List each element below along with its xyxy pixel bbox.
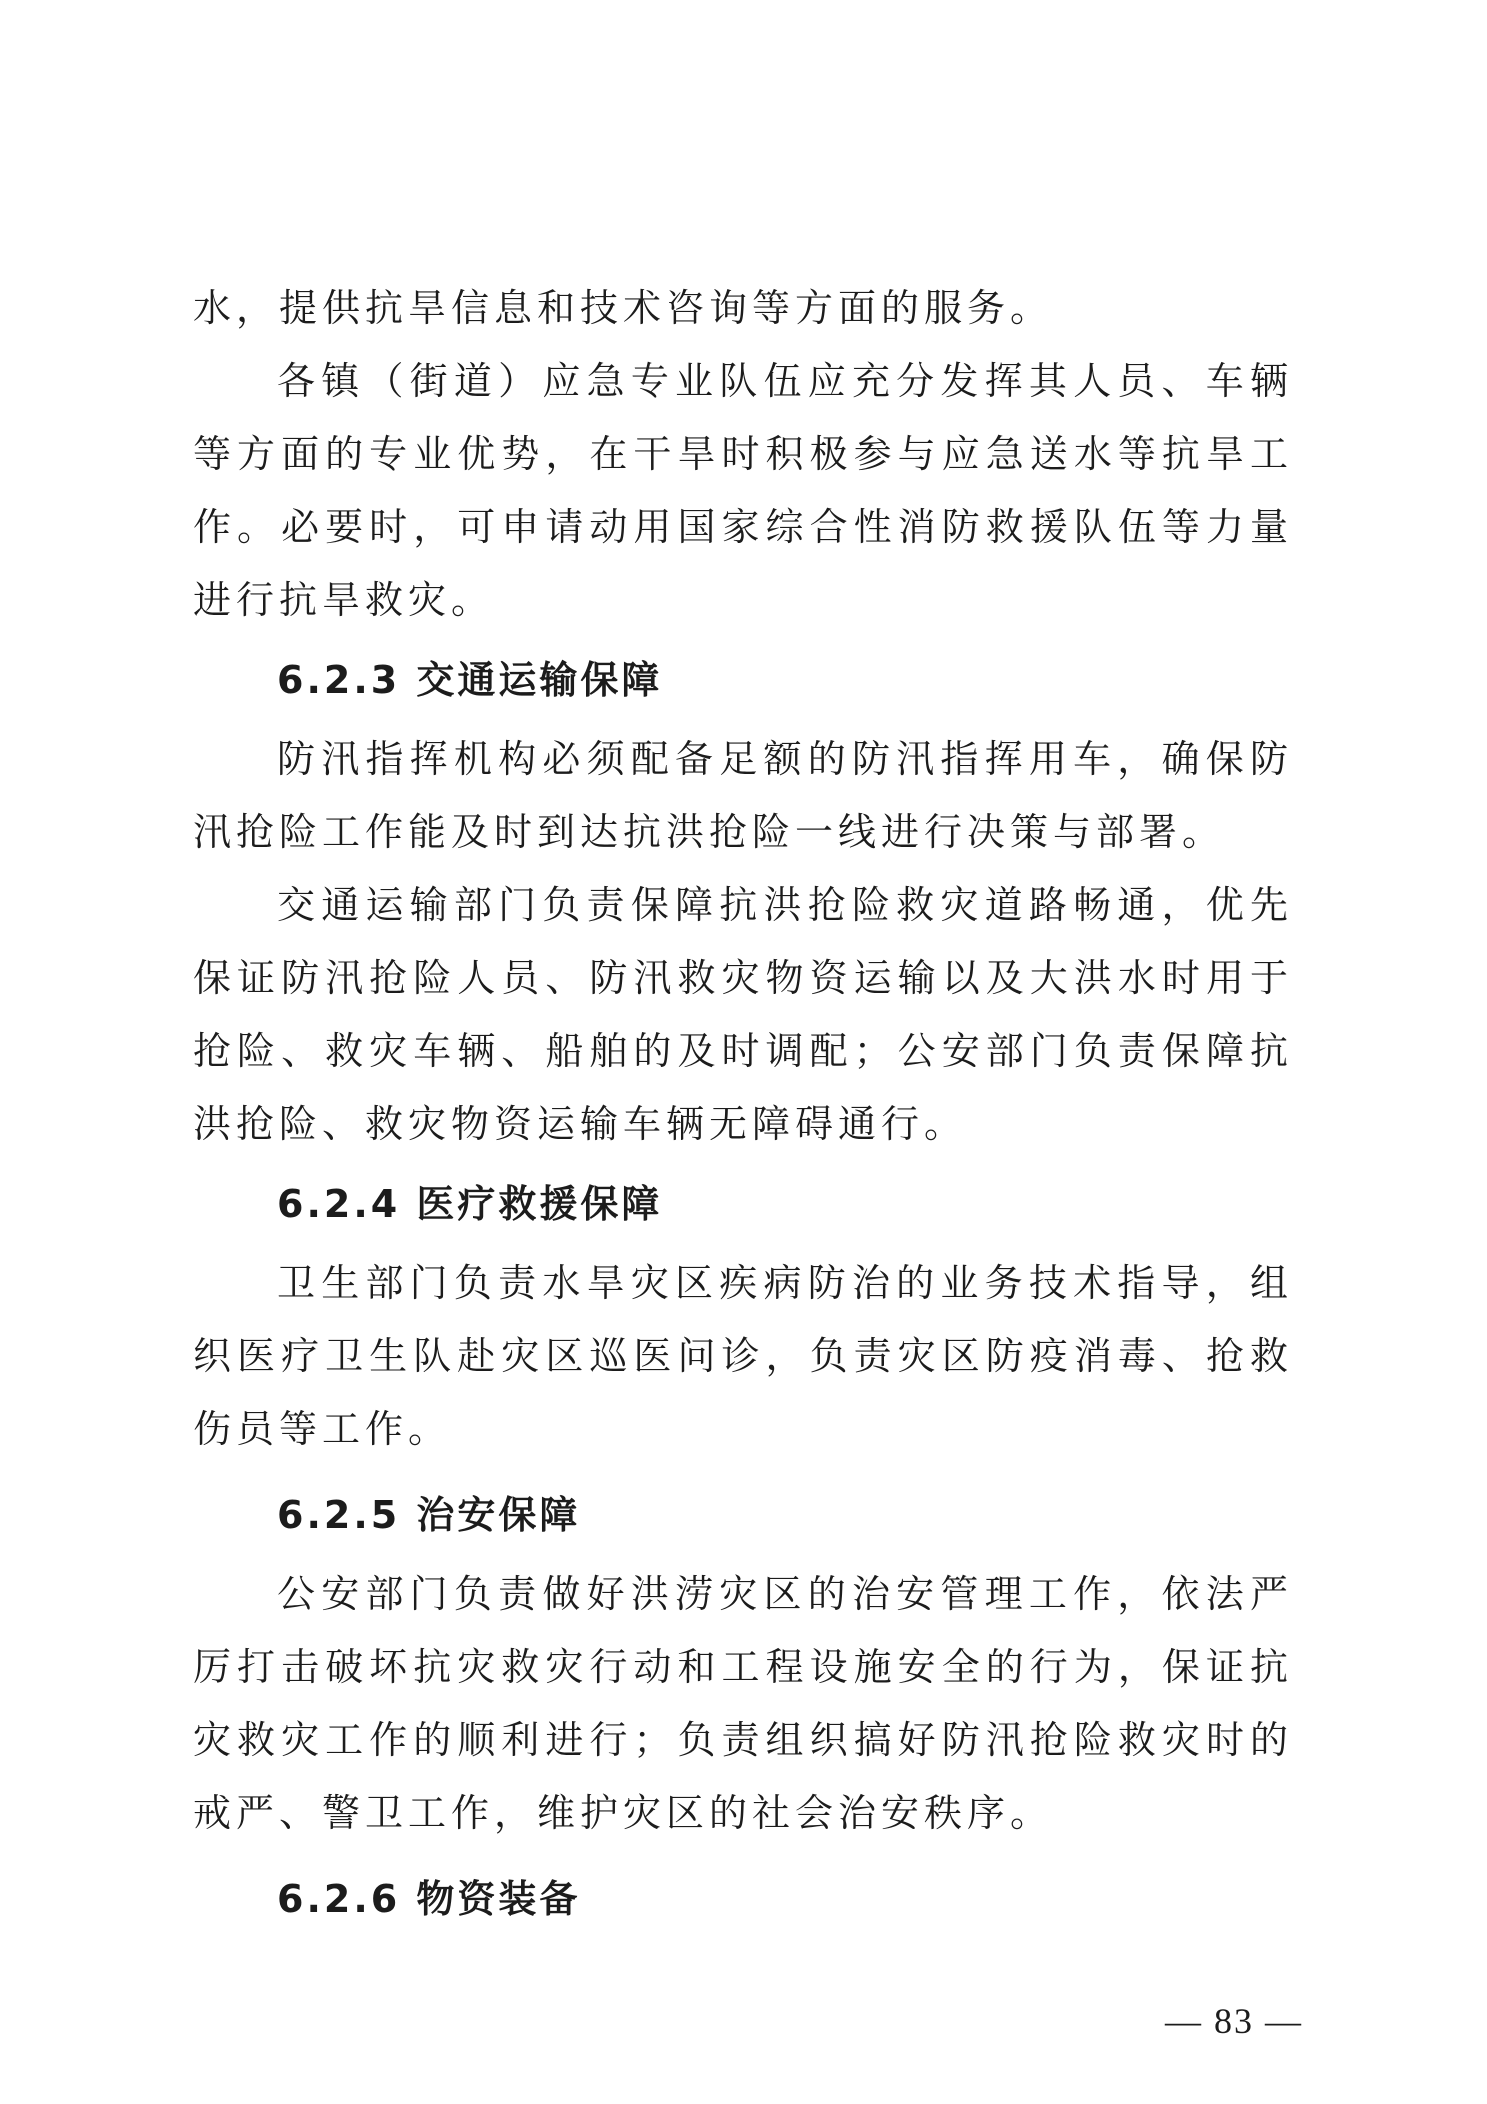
paragraph: 公安部门负责做好洪涝灾区的治安管理工作，依法严厉打击破坏抗灾救灾行动和工程设施安全的行为，保证抗灾救灾工作的顺利进行；负责组织搞好防汛抢险救灾时的戒严、警卫工作，维护灾区的社会治安秩序。	[193, 1572, 1293, 1835]
section-heading: 6.2.4 医疗救援保障	[277, 1182, 663, 1226]
page-number: — 83 —	[1165, 2001, 1303, 2041]
section-heading: 6.2.5 治安保障	[277, 1493, 581, 1537]
paragraph: 卫生部门负责水旱灾区疾病防治的业务技术指导，组织医疗卫生队赴灾区巡医问诊，负责灾区防疫消毒、抢救伤员等工作。	[193, 1261, 1293, 1451]
section-heading: 6.2.6 物资装备	[277, 1877, 581, 1921]
section-heading: 6.2.3 交通运输保障	[277, 658, 663, 702]
paragraph: 交通运输部门负责保障抗洪抢险救灾道路畅通，优先保证防汛抢险人员、防汛救灾物资运输以及大洪水时用于抢险、救灾车辆、船舶的及时调配；公安部门负责保障抗洪抢险、救灾物资运输车辆无障碍通行。	[193, 883, 1293, 1146]
paragraph: 各镇（街道）应急专业队伍应充分发挥其人员、车辆等方面的专业优势，在干旱时积极参与应急送水等抗旱工作。必要时，可申请动用国家综合性消防救援队伍等力量进行抗旱救灾。	[193, 359, 1293, 622]
document-body	[193, 272, 1293, 1942]
paragraph: 水，提供抗旱信息和技术咨询等方面的服务。	[193, 286, 1054, 330]
paragraph: 防汛指挥机构必须配备足额的防汛指挥用车，确保防汛抢险工作能及时到达抗洪抢险一线进行决策与部署。	[193, 737, 1293, 854]
